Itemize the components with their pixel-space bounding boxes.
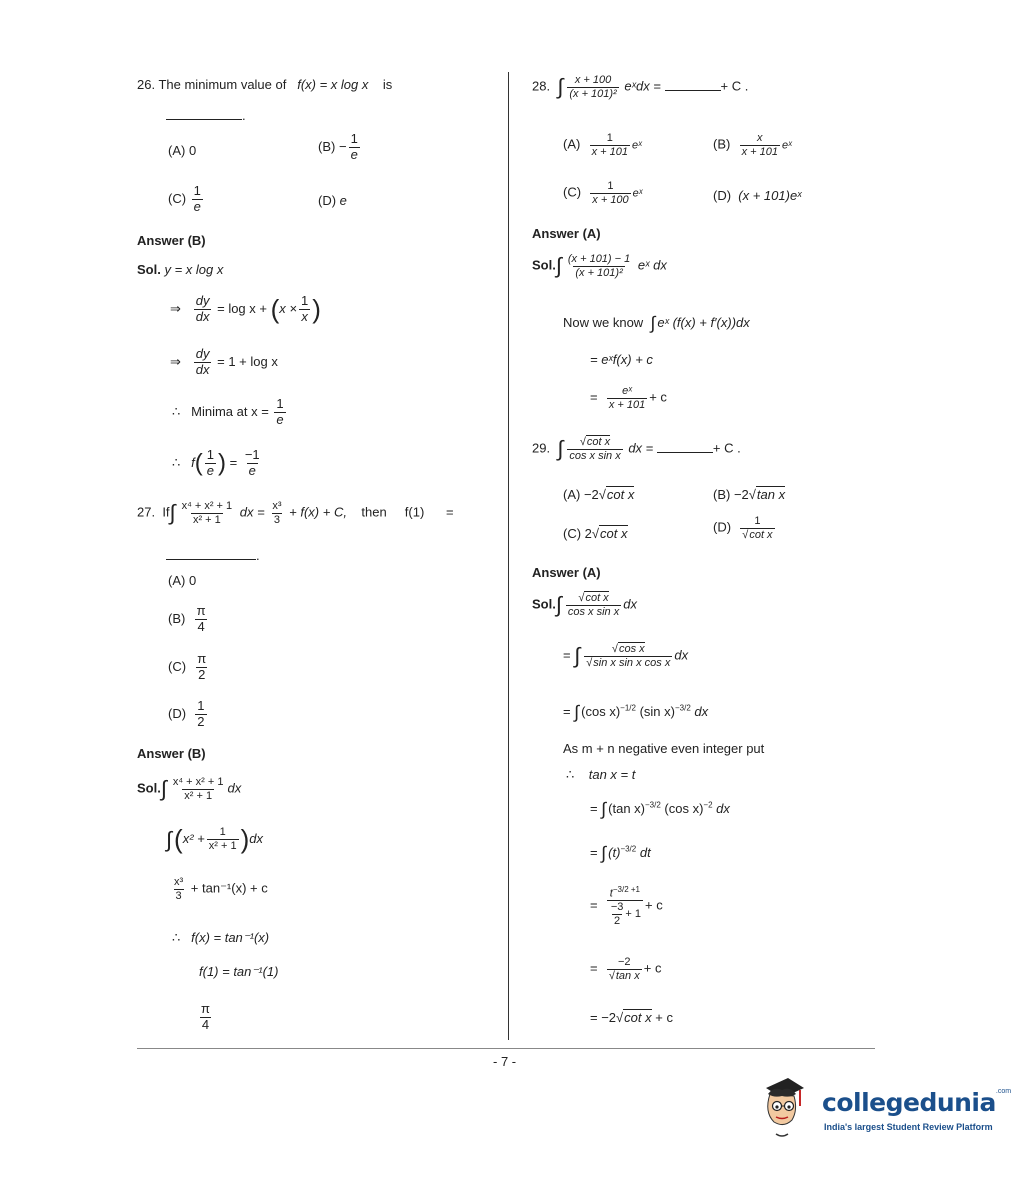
q28-solution-line1: Sol.∫ $\frac{(x + 101) - 1}{\text{(x + 101)²}}$ eˣ dx bbox=[532, 253, 667, 279]
q27-option-b: (B) $\frac{\pi}{4}$ bbox=[168, 603, 206, 634]
collegedunia-mascot-icon bbox=[760, 1072, 806, 1142]
q26-solution-line5: ∴ f( $\frac{1}{e}$ ) = $\frac{-1}{e}$ bbox=[172, 447, 260, 478]
q28-option-c: (C) $\frac{1}{x + 100}$ eˣ bbox=[563, 180, 643, 206]
q29-solution-line6: = ∫ (tan x)$^{-3/2}$ (cos x)$^{-2}$ dx bbox=[590, 799, 730, 819]
q28-option-b: (B) $\frac{x}{x + 101}$ eˣ bbox=[713, 132, 792, 158]
q29-stem: 29. ∫ $\frac{\text{√cot x}}{\text{cos x sin x}}$ dx = + C . bbox=[532, 436, 741, 462]
answer-blank: . bbox=[166, 548, 260, 563]
q27-solution-line4: ∴ f(x) = tan⁻¹(x) bbox=[172, 930, 270, 945]
q26-option-d: (D) e bbox=[318, 193, 347, 208]
q28-solution-line3: = eˣf(x) + c bbox=[590, 352, 653, 367]
q29-solution-line3: = ∫ (cos x)$^{-1/2}$ (sin x)$^{-3/2}$ dx bbox=[563, 702, 709, 722]
collegedunia-logo: collegedunia$^{.com}$ bbox=[822, 1088, 1012, 1117]
q27-option-d: (D) $\frac{1}{2}$ bbox=[168, 698, 205, 729]
q29-solution-line7: = ∫ $(t)^{-3/2}$ dt bbox=[590, 843, 651, 863]
q26-option-c: (C) $\frac{1}{e}$ bbox=[168, 183, 201, 214]
q26-option-a: (A) 0 bbox=[168, 143, 197, 158]
q27-option-a: (A) 0 bbox=[168, 573, 197, 588]
q29-solution-line9: = $\frac{-2}{\text{√tan x}}$ + c bbox=[590, 956, 662, 982]
q28-answer: Answer (A) bbox=[532, 226, 601, 241]
function-expression: f(x) = x log x bbox=[297, 77, 369, 92]
q29-option-d: (D) $\frac{1}{\text{√cot x}}$ bbox=[713, 515, 773, 541]
q29-solution-line10: = −2√cot x + c bbox=[590, 1010, 673, 1025]
footer-rule bbox=[137, 1048, 875, 1049]
q26-solution-line1: Sol. y = x log x bbox=[137, 262, 224, 277]
q26-solution-line2: ⇒ $\frac{dy}{dx}$ = log x + (x × $\frac{1}{x}$ ) bbox=[170, 293, 321, 324]
q27-stem: 27. If∫ $\frac{\text{x⁴ + x² + 1}}{\text{x² + 1}}$ dx = $\frac{\text{x³}}{3}$ + f(x) + C, then f(1) = bbox=[137, 500, 454, 526]
q28-stem: 28. ∫ $\frac{x + 100}{\text{(x + 101)²}}$ eˣdx = + C . bbox=[532, 74, 749, 100]
q27-solution-line5: f(1) = tan⁻¹(1) bbox=[199, 964, 279, 979]
q28-option-a: (A) $\frac{1}{x + 101}$ eˣ bbox=[563, 132, 642, 158]
column-divider bbox=[508, 72, 509, 1040]
q27-option-c: (C) $\frac{\pi}{2}$ bbox=[168, 651, 207, 682]
q28-solution-line2: Now we know ∫ eˣ (f(x) + f′(x))dx bbox=[563, 313, 750, 333]
question-number: 26. bbox=[137, 77, 156, 92]
q29-solution-line1: Sol.∫ $\frac{\text{√cot x}}{\text{cos x sin x}}$ dx bbox=[532, 592, 637, 618]
q26-solution-line4: ∴ Minima at x = $\frac{1}{e}$ bbox=[172, 396, 284, 427]
q28-solution-line4: = $\frac{\text{eˣ}}{x + 101}$ + c bbox=[590, 385, 667, 411]
q26-solution-line3: ⇒ $\frac{dy}{dx}$ = 1 + log x bbox=[170, 346, 278, 377]
q29-solution-line4: As m + n negative even integer put bbox=[563, 741, 765, 756]
q29-solution-line2: = ∫ $\frac{\text{√cos x}}{\text{√sin x sin x cos x}}$ dx bbox=[563, 643, 689, 669]
q26-option-b: (B) − $\frac{1}{e}$ bbox=[318, 131, 358, 162]
q27-solution-line3: $\frac{\text{x³}}{3}$ + tan⁻¹(x) + c bbox=[174, 876, 268, 902]
answer-blank: . bbox=[166, 108, 244, 123]
question-text-tail: is bbox=[382, 77, 393, 92]
q29-option-a: (A) −2√cot x bbox=[563, 487, 635, 502]
page-number: - 7 - bbox=[493, 1054, 517, 1069]
q27-answer: Answer (B) bbox=[137, 746, 206, 761]
q27-solution-line1: Sol.∫ $\frac{\text{x⁴ + x² + 1}}{\text{x² + 1}}$ dx bbox=[137, 776, 242, 802]
q29-answer: Answer (A) bbox=[532, 565, 601, 580]
q28-option-d: (D) (x + 101)eˣ bbox=[713, 188, 802, 203]
question-text: The minimum value of bbox=[158, 77, 287, 92]
q26-stem bbox=[137, 77, 392, 92]
q29-solution-line5: ∴ tan x = t bbox=[566, 767, 636, 782]
q29-option-c: (C) 2√cot x bbox=[563, 526, 628, 541]
q29-option-b: (B) −2√tan x bbox=[713, 487, 786, 502]
q27-solution-line6: $\frac{\pi}{4}$ bbox=[201, 1001, 210, 1032]
q27-solution-line2: ∫(x² + $\frac{1}{\text{x² + 1}}$ )dx bbox=[166, 824, 263, 854]
q29-solution-line8: = $t^{-3/2 +1}$ $\frac{-3}{2}$ + 1 + c bbox=[590, 885, 663, 927]
q26-answer: Answer (B) bbox=[137, 233, 206, 248]
logo-tagline: India's largest Student Review Platform bbox=[824, 1122, 993, 1132]
